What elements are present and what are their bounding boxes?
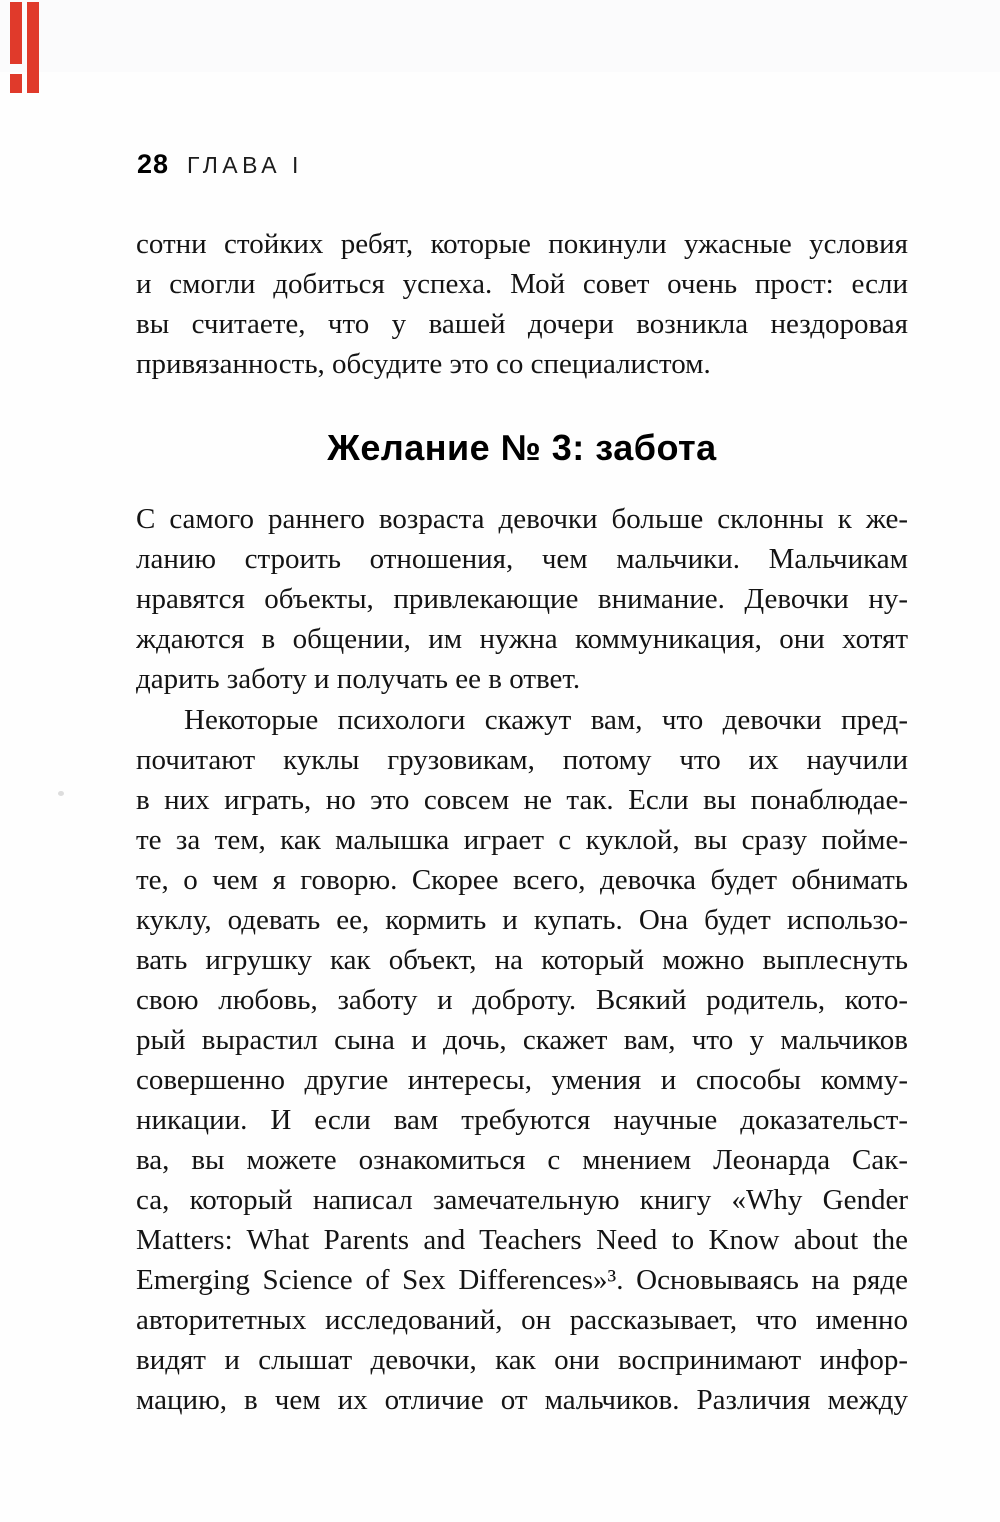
- text-line: куклу, одевать ее, кормить и купать. Она будет использо-: [136, 904, 908, 936]
- text-line: мацию, в чем их отличие от мальчиков. Различия между: [136, 1384, 908, 1416]
- scan-edge-tint: [0, 0, 1000, 72]
- scan-artifact-red-bar: [10, 2, 22, 64]
- paragraph: [136, 499, 908, 699]
- text-line: ждаются в общении, им нужна коммуникация, они хотят: [136, 623, 908, 655]
- text-line: почитают куклы грузовикам, потому что их научили: [136, 744, 908, 776]
- text-line: Некоторые психологи скажут вам, что девочки пред-: [184, 704, 908, 736]
- paragraph: [136, 224, 908, 384]
- page-header: [137, 149, 303, 180]
- text-line: привязанность, обсудите это со специалистом.: [136, 348, 711, 380]
- text-line: С самого раннего возраста девочки больше склонны к же-: [136, 503, 908, 535]
- text-line: те за тем, как малышка играет с куклой, вы сразу пойме-: [136, 824, 908, 856]
- chapter-title: ГЛАВА I: [187, 152, 303, 178]
- text-line: вы считаете, что у вашей дочери возникла нездоровая: [136, 308, 908, 340]
- paragraph: [136, 700, 908, 1420]
- text-line: са, который написал замечательную книгу «Why Gender: [136, 1184, 908, 1216]
- scan-speck: [58, 791, 64, 796]
- section-heading: Желание № 3: забота: [327, 427, 717, 468]
- scan-artifact-red-bar: [27, 2, 39, 93]
- text-line: нравятся объекты, привлекающие внимание. Девочки ну-: [136, 583, 908, 615]
- scan-artifact-red-bar: [10, 74, 22, 93]
- text-line: свою любовь, заботу и доброту. Всякий родитель, кото-: [136, 984, 908, 1016]
- text-line: те, о чем я говорю. Скорее всего, девочка будет обнимать: [136, 864, 908, 896]
- text-line: видят и слышат девочки, как они воспринимают инфор-: [136, 1344, 908, 1376]
- text-line: авторитетных исследований, он рассказывает, что именно: [136, 1304, 908, 1336]
- text-line: никации. И если вам требуются научные доказательст-: [136, 1104, 908, 1136]
- text-line: рый вырастил сына и дочь, скажет вам, что у мальчиков: [136, 1024, 908, 1056]
- text-line: дарить заботу и получать ее в ответ.: [136, 663, 581, 695]
- page-number: 28: [137, 149, 170, 179]
- text-line: Matters: What Parents and Teachers Need to Know about the: [136, 1224, 908, 1256]
- text-line: в них играть, но это совсем не так. Если вы понаблюдае-: [136, 784, 908, 816]
- text-line: сотни стойких ребят, которые покинули ужасные условия: [136, 228, 908, 260]
- text-line: ва, вы можете ознакомиться с мнением Леонарда Сак-: [136, 1144, 908, 1176]
- text-line: ланию строить отношения, чем мальчики. Мальчикам: [136, 543, 908, 575]
- text-line: и смогли добиться успеха. Мой совет очень прост: если: [136, 268, 908, 300]
- text-line: Emerging Science of Sex Differences»³. Основываясь на ряде: [136, 1264, 908, 1296]
- text-line: вать игрушку как объект, на который можно выплеснуть: [136, 944, 908, 976]
- text-line: совершенно другие интересы, умения и способы комму-: [136, 1064, 908, 1096]
